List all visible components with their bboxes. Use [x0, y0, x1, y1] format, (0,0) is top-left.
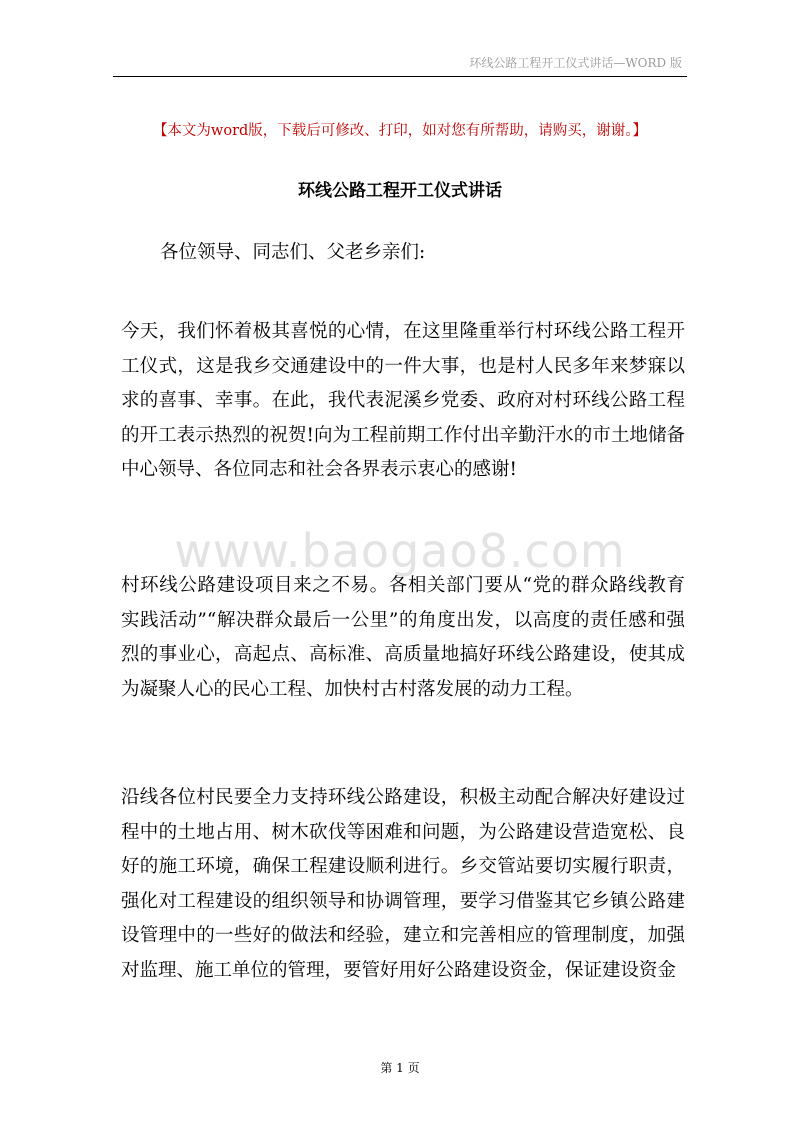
- document-title: 环线公路工程开工仪式讲话: [298, 181, 502, 201]
- page-number: 第 1 页: [380, 1061, 420, 1075]
- header-divider: [113, 76, 687, 77]
- greeting-line: 各位领导、同志们、父老乡亲们:: [160, 242, 426, 263]
- purchase-notice: 【本文为word版，下载后可修改、打印，如对您有所帮助，请购买，谢谢。】: [152, 123, 648, 139]
- paragraph-2: 村环线公路建设项目来之不易。各相关部门要从“党的群众路线教育实践活动”“解决群众最后一公里”的角度出发，以高度的责任感和强烈的事业心，高起点、高标准、高质量地搞好环线公路建设，使其成为凝聚人心的民心工程、加快村古村落发展的动力工程。: [121, 575, 685, 700]
- paragraph-3: 沿线各位村民要全力支持环线公路建设，积极主动配合解决好建设过程中的土地占用、树木砍伐等困难和问题，为公路建设营造宽松、良好的施工环境，确保工程建设顺利进行。乡交管站要切实履行职责，强化对工程建设的组织领导和协调管理，要学习借鉴其它乡镇公路建设管理中的一些好的做法和经验，建立和完善相应的管理制度，加强对监理、施工单位的管理，要管好用好公路建设资金，保证建设资金: [121, 787, 685, 981]
- running-header: 环线公路工程开工仪式讲话—WORD 版: [469, 56, 682, 70]
- paragraph-1: 今天，我们怀着极其喜悦的心情，在这里隆重举行村环线公路工程开工仪式，这是我乡交通建设中的一件大事，也是村人民多年来梦寐以求的喜事、幸事。在此，我代表泥溪乡党委、政府对村环线公路工程的开工表示热烈的祝贺!向为工程前期工作付出辛勤汗水的市土地储备中心领导、各位同志和社会各界表示衷心的感谢!: [121, 321, 685, 480]
- watermark-text: www.baogao8.com: [174, 524, 626, 578]
